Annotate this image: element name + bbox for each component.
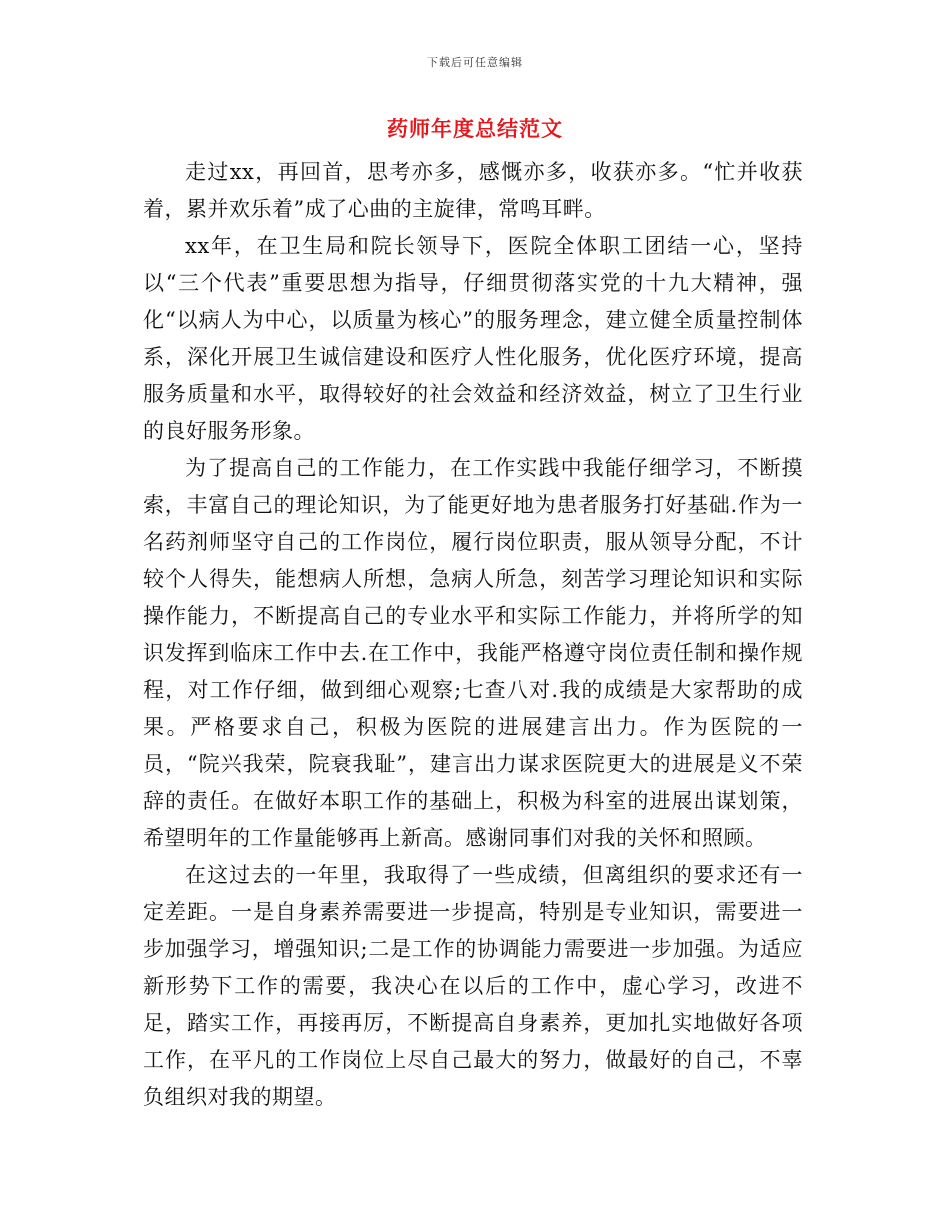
paragraph: xx年，在卫生局和院长领导下，医院全体职工团结一心，坚持以“三个代表”重要思想为指导，仔细贯彻落实党的十九大精神，强化“以病人为中心，以质量为核心”的服务理念，建立健全质量控制体系，深化开展卫生诚信建设和医疗人性化服务，优化医疗环境，提高服务质量和水平，取得较好的社会效益和经济效益，树立了卫生行业的良好服务形象。: [143, 234, 803, 443]
header-note: 下载后可任意编辑: [427, 56, 523, 69]
paragraph: 为了提高自己的工作能力，在工作实践中我能仔细学习，不断摸索，丰富自己的理论知识，为了能更好地为患者服务打好基础.作为一名药剂师坚守自己的工作岗位，履行岗位职责，服从领导分配，不计较个人得失，能想病人所想，急病人所急，刻苦学习理论知识和实际操作能力，不断提高自己的专业水平和实际工作能力，并将所学的知识发挥到临床工作中去.在工作中，我能严格遵守岗位责任制和操作规程，对工作仔细，做到细心观察;七查八对.我的成绩是大家帮助的成果。严格要求自己，积极为医院的进展建言出力。作为医院的一员，“院兴我荣，院衰我耻”，建言出力谋求医院更大的进展是义不荣辞的责任。在做好本职工作的基础上，积极为科室的进展出谋划策，希望明年的工作量能够再上新高。感谢同事们对我的关怀和照顾。: [143, 456, 803, 850]
document-body: [143, 154, 803, 1116]
document-title: 药师年度总结范文: [387, 116, 563, 141]
paragraph: 在这过去的一年里，我取得了一些成绩，但离组织的要求还有一定差距。一是自身素养需要进一步提高，特别是专业知识，需要进一步加强学习，增强知识;二是工作的协调能力需要进一步加强。为适应新形势下工作的需要，我决心在以后的工作中，虚心学习，改进不足，踏实工作，再接再厉，不断提高自身素养，更加扎实地做好各项工作，在平凡的工作岗位上尽自己最大的努力，做最好的自己，不辜负组织对我的期望。: [143, 863, 803, 1109]
paragraph: 走过xx，再回首，思考亦多，感慨亦多，收获亦多。“忙并收获着，累并欢乐着”成了心曲的主旋律，常鸣耳畔。: [143, 160, 803, 221]
